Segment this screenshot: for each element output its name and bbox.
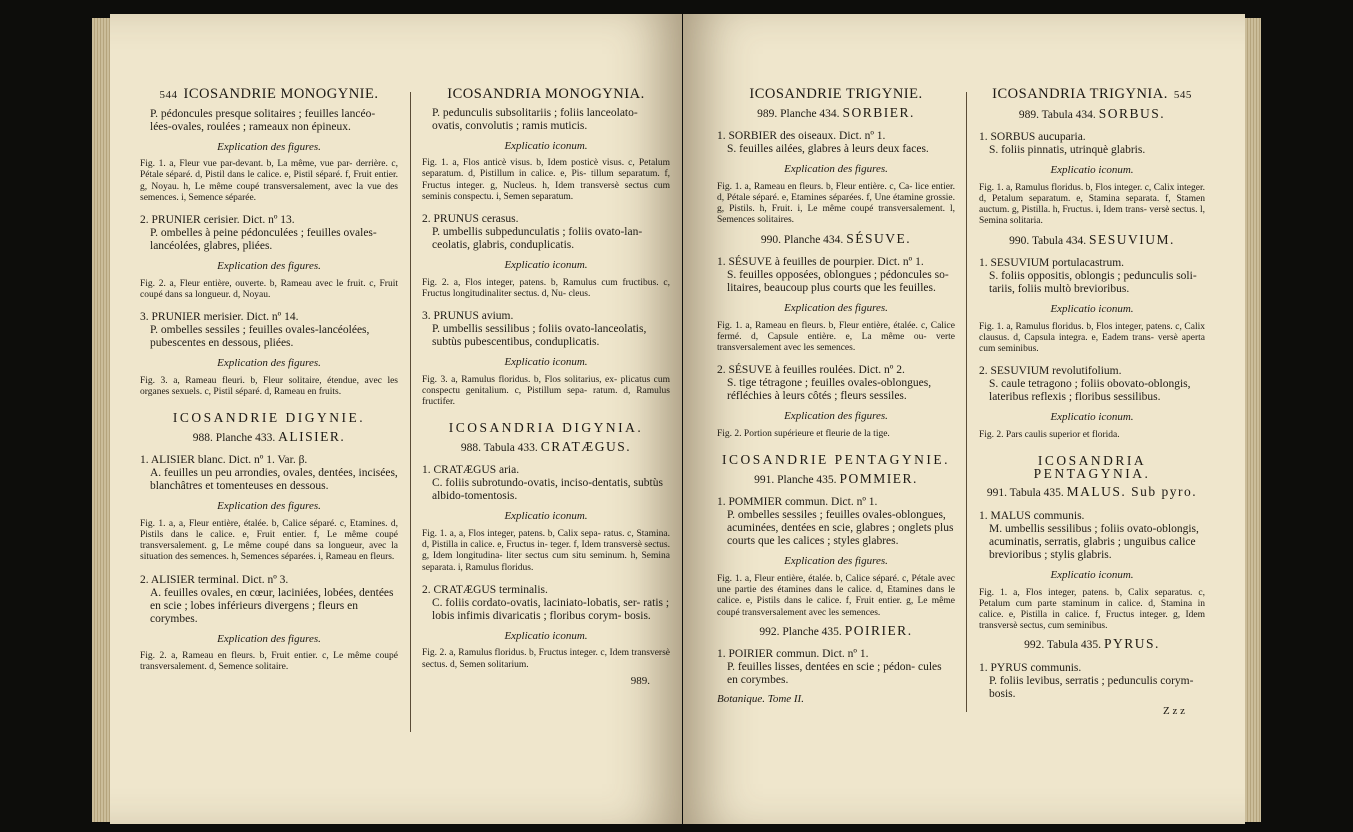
figure-explanation-heading: Explication des figures. [784, 163, 888, 176]
figure-explanation-heading: Explicatio iconum. [504, 356, 588, 368]
figure-legend: Fig. 2. Portion supérieure et fleurie de la tige. [717, 428, 890, 439]
species-entry: 1. SESUVIUM portulacastrum. [979, 257, 1125, 270]
genus-name: CRATÆGUS. [540, 438, 632, 454]
species-entry: 2. SÉSUVE à feuilles roulées. Dict. nº 2. [717, 364, 905, 377]
figure-legend: Fig. 1. a, Rameau en fleurs. b, Fleur entière, étalée. c, Calice fermé. d, Capsule entière. e, La même ou- verte transversalement avec les semences. [717, 320, 955, 354]
species-entry: 1. SÉSUVE à feuilles de pourpier. Dict. nº 1. [717, 256, 924, 269]
description: P. ombelles à peine pédonculées ; feuilles ovales- lancéolées, glabres, pliées. [150, 227, 377, 252]
left-page [110, 14, 682, 824]
plate-number: 989. Tabula 434. [1018, 108, 1099, 121]
species-entry: 3. PRUNUS avium. [422, 310, 514, 322]
description: P. foliis levibus, serratis ; pedunculis corym- bosis. [989, 674, 1194, 700]
description: P. umbellis subpedunculatis ; foliis ovato-lan- ceolatis, glabris, conduplicatis. [432, 226, 643, 251]
description: M. umbellis sessilibus ; foliis ovato-oblongis, acuminatis, serratis, glabris ; unguibus calice brevioribus ; stylis glabris. [989, 522, 1199, 561]
figure-legend: Fig. 3. a, Ramulus floridus. b, Flos solitarius, ex- plicatus cum conspectu genitalium. c, Pistillum sepa- ratum. d, Ramulus fructifer. [422, 374, 670, 407]
plate-heading [717, 622, 955, 639]
species-entry: 2. PRUNUS cerasus. [422, 213, 519, 225]
description: A. feuilles ovales, en cœur, laciniées, lobées, dentées en scie ; lobes inférieurs divergens ; fleurs en corymbes. [150, 586, 394, 625]
plate-heading [140, 428, 398, 445]
species-entry: 2. ALISIER terminal. Dict. nº 3. [140, 573, 289, 586]
signature-mark: Z z z [1163, 704, 1185, 717]
species-entry: 1. ALISIER blanc. Dict. nº 1. Var. β. [140, 454, 308, 467]
figure-legend: Fig. 3. a, Rameau fleuri. b, Fleur solitaire, étendue, avec les organes sexuels. c, Pistil séparé. d, Rameau en fruits. [140, 375, 398, 397]
genus-name: SORBIER. [842, 104, 915, 120]
figure-explanation-heading: Explication des figures. [217, 500, 321, 513]
figure-legend: Fig. 1. a, a, Fleur entière, étalée. b, Calice séparé. c, Etamines. d, Pistils dans le calice. e, Fruit entier. f, Le même coupé transversalement. g, Le même coupé dans sa longueur, avec la situation des semences. h, Semences séparées. i, Rameau en fleurs. [140, 518, 398, 563]
figure-legend: Fig. 1. a, Flos integer, patens. b, Calix separatus. c, Petalum cum parte staminum in calice. d, Stamina in calice. e, Pistilla in calice. f, Fructus integer. g, Idem transversè sectus, cum seminibus. [979, 587, 1205, 632]
figure-legend: Fig. 2. a, Ramulus floridus. b, Fructus integer. c, Idem transversè sectus. d, Semen solitarium. [422, 648, 670, 670]
plate-number: 990. Planche 434. [760, 233, 847, 246]
plate-number: 991. Tabula 435. [986, 487, 1067, 500]
plate-number: 991. Planche 435. [754, 473, 840, 486]
column-divider [966, 92, 967, 712]
figure-legend: Fig. 1. a, Fleur vue par-devant. b, La même, vue par- derrière. c, Pétale séparé. d, Pistil dans le calice. e, Pistil séparé. f, Fruit entier. g, Noyau. h, Le même coupé transversalement, avec la vue des semences. i, Semence séparée. [140, 159, 398, 203]
right-page-latin-column [979, 88, 1205, 718]
species-entry: 1. SORBUS aucuparia. [979, 131, 1086, 144]
plate-number: 992. Planche 435. [759, 625, 845, 638]
plate-number: 989. Planche 434. [757, 107, 843, 120]
plate-heading [717, 104, 955, 121]
species-entry: 1. POIRIER commun. Dict. nº 1. [717, 648, 869, 661]
volume-footer: Botanique. Tome II. [717, 693, 804, 706]
left-page-french-column [140, 88, 398, 674]
figure-legend: Fig. 1. a, Fleur entière, étalée. b, Calice séparé. c, Pétale avec une partie des étamines dans le calice. d, Etamines dans le calice. e, Pistils dans le calice. f, Fruit entier. g, Le même coupé transversalement avec les semences. [717, 573, 955, 618]
plate-number: 990. Tabula 434. [1009, 234, 1089, 247]
description: C. foliis subrotundo-ovatis, inciso-dentatis, subtùs albido-tomentosis. [432, 477, 663, 503]
species-entry: 1. MALUS communis. [979, 509, 1085, 522]
running-header: 544 ICOSANDRIE MONOGYNIE. [159, 86, 379, 102]
page-edge-left [92, 18, 110, 822]
genus-name: POMMIER. [839, 470, 918, 486]
description: S. caule tetragono ; foliis obovato-oblongis, lateribus reflexis ; floribus sessilibus. [989, 378, 1191, 404]
figure-legend: Fig. 2. Pars caulis superior et florida. [979, 429, 1120, 440]
figure-legend: Fig. 1. a, Ramulus floridus. b, Flos integer. c, Calix integer. d, Petalum separatum. e, Stamina separata. f, Stamen auctum. g, Pistilla. h, Fructus. i, Idem trans- versè sectus. l, Semina solitaria. [979, 182, 1205, 227]
species-entry: 1. POMMIER commun. Dict. nº 1. [717, 496, 878, 509]
running-header: ICOSANDRIA TRIGYNIA. 545 [992, 86, 1192, 102]
genus-name: MALUS. Sub pyro. [1066, 484, 1198, 500]
figure-explanation-heading: Explicatio iconum. [1050, 164, 1134, 177]
figure-explanation-heading: Explication des figures. [217, 140, 321, 153]
description: S. feuilles opposées, oblongues ; pédoncules so- litaires, beaucoup plus courts que les feuilles. [727, 269, 949, 295]
left-page-latin-column [422, 88, 670, 687]
plate-heading [979, 105, 1205, 122]
plate-heading [979, 231, 1205, 248]
description: P. pédoncules presque solitaires ; feuilles lancéo- lées-ovales, roulées ; rameaux non épineux. [150, 107, 376, 133]
description: S. feuilles ailées, glabres à leurs deux faces. [727, 143, 929, 156]
figure-legend: Fig. 1. a, Rameau en fleurs. b, Fleur entière. c, Ca- lice entier. d, Pétale séparé. e, Etamines séparées. f, Une étamine grossie. g, Pistils. h, Fruit. i, Le même coupé transversalement. l, Semences solitaires. [717, 181, 955, 226]
figure-legend: Fig. 2. a, Flos integer, patens. b, Ramulus cum fructibus. c, Fructus longitudinaliter sectus. d, Nu- cleus. [422, 277, 670, 299]
species-entry: 1. SORBIER des oiseaux. Dict. nº 1. [717, 130, 886, 143]
figure-explanation-heading: Explication des figures. [217, 260, 321, 272]
genus-name: SÉSUVE. [846, 230, 912, 246]
figure-explanation-heading: Explicatio iconum. [1050, 411, 1134, 424]
figure-explanation-heading: Explicatio iconum. [504, 510, 588, 523]
figure-legend: Fig. 2. a, Rameau en fleurs. b, Fruit entier. c, Le même coupé transversalement. d, Semence solitaire. [140, 651, 398, 673]
plate-heading [979, 486, 1205, 500]
figure-explanation-heading: Explication des figures. [784, 410, 888, 423]
genus-name: POIRIER. [844, 622, 913, 638]
genus-name: SESUVIUM. [1088, 231, 1175, 247]
figure-legend: Fig. 1. a, Flos anticè visus. b, Idem posticè visus. c, Petalum separatum. d, Pistillum in calice. e, Pis- tillum separatum. f, Fructus integer. g, Nucleus. h, Idem transversè sectus cum seminis conspectu. i, Semen separatum. [422, 158, 670, 202]
description: C. foliis cordato-ovatis, laciniato-lobatis, ser- ratis ; lobis infimis divaricatis ; floribus corym- bosis. [432, 596, 670, 622]
genus-name: SORBUS. [1098, 105, 1166, 121]
figure-explanation-heading: Explication des figures. [217, 357, 321, 369]
description: S. tige tétragone ; feuilles ovales-oblongues, réfléchies à leurs côtés ; fleurs sessiles. [727, 377, 932, 403]
description: P. ombelles sessiles ; feuilles ovales-oblongues, acuminées, dentées en scie, glabres ; onglets plus courts que les calices ; styles glabres. [727, 509, 954, 548]
plate-heading [979, 638, 1205, 652]
figure-legend: Fig. 1. a, Ramulus floridus. b, Flos integer, patens. c, Calix clausus. d, Capsula integra. e, Eadem trans- versè aperta cum seminibus. [979, 321, 1205, 355]
figure-explanation-heading: Explication des figures. [784, 302, 888, 315]
species-entry: 2. SESUVIUM revolutifolium. [979, 365, 1122, 378]
page-edge-right [1245, 18, 1261, 822]
genus-name: PYRUS. [1103, 636, 1160, 652]
species-entry: 1. CRATÆGUS aria. [422, 464, 520, 477]
section-heading: ICOSANDRIA DIGYNIA. [448, 420, 644, 436]
genus-name: ALISIER. [278, 428, 346, 444]
catchword: 989. [630, 674, 650, 687]
figure-explanation-heading: Explication des figures. [217, 632, 321, 645]
figure-legend: Fig. 1. a, a, Flos integer, patens. b, Calix sepa- ratus. c, Stamina. d, Pistilla in calice. e, Fructus in- teger. f, Idem transversè sectus. g, Idem longitudina- liter sectus cum situ seminum. h, Semina separata. i, Ramulus floridus. [422, 528, 670, 573]
right-page-french-column [717, 88, 955, 706]
page-number: 545 [1173, 89, 1192, 101]
plate-heading [717, 470, 955, 487]
species-entry: 2. PRUNIER cerisier. Dict. nº 13. [140, 214, 295, 226]
plate-number: 988. Planche 433. [192, 431, 279, 444]
column-divider [410, 92, 411, 732]
species-entry: 1. PYRUS communis. [979, 661, 1082, 674]
description: S. foliis oppositis, oblongis ; pedunculis soli- tariis, foliis multò brevioribus. [989, 270, 1197, 296]
right-page [683, 14, 1245, 824]
description: P. umbellis sessilibus ; foliis ovato-lanceolatis, subtùs pubescentibus, conduplicatis. [432, 323, 647, 348]
species-entry: 2. CRATÆGUS terminalis. [422, 583, 548, 596]
plate-number: 992. Tabula 435. [1024, 639, 1104, 652]
plate-heading [717, 230, 955, 247]
section-heading: ICOSANDRIA PENTAGYNIA. [1033, 453, 1151, 481]
description: P. pedunculis subsolitariis ; foliis lanceolato- ovatis, convolutis ; ramis muticis. [432, 106, 638, 132]
figure-legend: Fig. 2. a, Fleur entière, ouverte. b, Rameau avec le fruit. c, Fruit coupé dans sa longueur. d, Noyau. [140, 278, 398, 300]
running-header: ICOSANDRIA MONOGYNIA. [447, 86, 645, 102]
figure-explanation-heading: Explication des figures. [784, 555, 888, 568]
section-heading: ICOSANDRIE DIGYNIE. [172, 410, 366, 425]
plate-heading [422, 438, 670, 455]
figure-explanation-heading: Explicatio iconum. [1050, 568, 1134, 581]
description: S. foliis pinnatis, utrinquè glabris. [989, 144, 1146, 157]
figure-explanation-heading: Explicatio iconum. [504, 139, 588, 152]
figure-explanation-heading: Explicatio iconum. [504, 629, 588, 642]
figure-explanation-heading: Explicatio iconum. [504, 259, 588, 271]
species-entry: 3. PRUNIER merisier. Dict. nº 14. [140, 311, 299, 323]
section-heading: ICOSANDRIE PENTAGYNIE. [722, 452, 950, 468]
description: A. feuilles un peu arrondies, ovales, dentées, incisées, blanchâtres et tomenteuses en dessous. [150, 467, 398, 493]
running-header: ICOSANDRIE TRIGYNIE. [749, 86, 923, 102]
figure-explanation-heading: Explicatio iconum. [1050, 303, 1134, 316]
description: P. feuilles lisses, dentées en scie ; pédon- cules en corymbes. [727, 661, 942, 687]
page-number: 544 [159, 89, 178, 101]
description: P. ombelles sessiles ; feuilles ovales-lancéolées, pubescentes en dessous, pliées. [150, 324, 370, 349]
plate-number: 988. Tabula 433. [460, 441, 541, 454]
